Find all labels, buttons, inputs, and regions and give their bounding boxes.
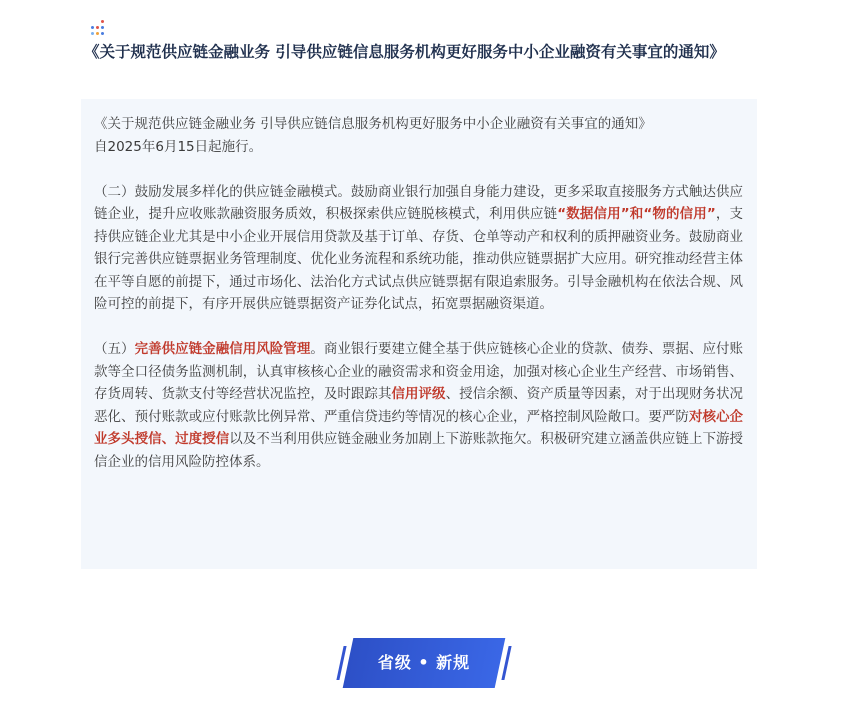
para5-text-3: 、授信余额、资产质量等因素，对于出现财务状况恶化、预付账款或应付账款比例异常、严重信贷违约等情况的核心企业，严格控制风险敞口。要严防 [94, 386, 744, 425]
para5-highlight-1: 完善供应链金融信用风险管理 [134, 341, 311, 357]
paragraph-five [94, 338, 743, 473]
para5-highlight-3: 对核心企业多头授信、过度授信 [94, 408, 744, 447]
para2-text-1: （二）鼓励发展多样化的供应链金融模式。鼓励商业银行加强自身能力建设，更多采取直接服务方式触达供应链企业，提升应收账款融资服务质效，积极探索供应链脱核模式，利用供应链 [94, 183, 743, 222]
content-box [81, 99, 757, 569]
para2-highlight-1: “数据信用”和“物的信用” [557, 206, 716, 222]
badge-label: 省级 • 新规 [377, 653, 471, 672]
intro-paragraph [94, 113, 743, 158]
page-title: 《关于规范供应链金融业务 引导供应链信息服务机构更好服务中小企业融资有关事宜的通知》 [84, 43, 725, 61]
paragraph-spacer [94, 158, 743, 181]
footer-badge [340, 638, 508, 688]
paragraph-spacer [94, 316, 743, 339]
intro-line-2: 自2025年6月15日起施行。 [94, 138, 263, 155]
para2-text-2: ，支持供应链企业尤其是中小企业开展信用贷款及基于订单、存货、仓单等动产和权利的质押融资业务。鼓励商业银行完善供应链票据业务管理制度、优化业务流程和系统功能，推动供应链票据扩大应用。研究推动经营主体在平等自愿的前提下，通过市场化、法治化方式试点供应链票据有限追索服务。引导金融机构在依法合规、风险可控的前提下，有序开展供应链票据资产证券化试点，拓宽票据融资渠道。 [94, 206, 743, 312]
para5-highlight-2: 信用评级 [391, 386, 446, 402]
paragraph-two [94, 181, 743, 316]
para5-text-4: 以及不当利用供应链金融业务加剧上下游账款拖欠。积极研究建立涵盖供应链上下游授信企业的信用风险防控体系。 [94, 431, 744, 470]
para5-text-2: 。商业银行要建立健全基于供应链核心企业的贷款、债券、票据、应付账款等全口径债务监测机制，认真审核核心企业的融资需求和资金用途，加强对核心企业生产经营、市场销售、存货周转、货款支付等经营状况监控，及时跟踪其 [94, 341, 744, 402]
colorful-dots-logo-icon [91, 20, 107, 38]
intro-line-1: 《关于规范供应链金融业务 引导供应链信息服务机构更好服务中小企业融资有关事宜的通知》 [94, 116, 652, 132]
para5-text-1: （五） [94, 341, 135, 357]
